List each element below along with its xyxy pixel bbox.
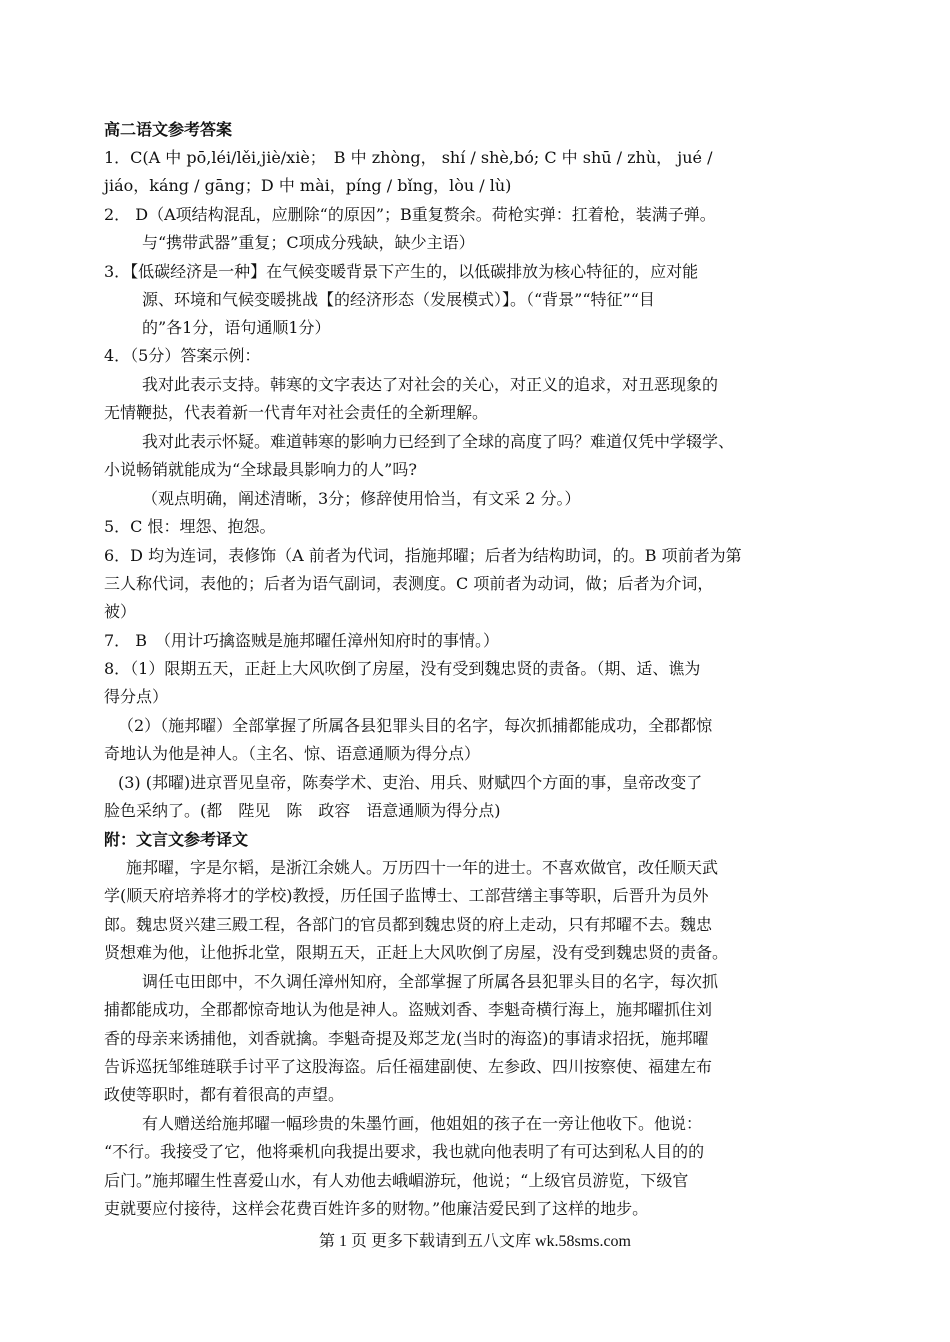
answer-4-support-line-1: 我对此表示支持。韩寒的文字表达了对社会的关心，对正义的追求，对丑恶现象的	[142, 375, 719, 394]
answer-4-doubt-line-2: 小说畅销就能成为“全球最具影响力的人”吗?	[104, 460, 417, 479]
translation-p2-line-3: 香的母亲来诱捕他，刘香就擒。李魁奇提及郑芝龙(当时的海盗)的事请求招抚，施邦曜	[104, 1029, 709, 1048]
doc-title: 高二语文参考答案	[104, 120, 233, 139]
translation-p1-line-1: 施邦曜，字是尔韬，是浙江余姚人。万历四十一年的进士。不喜欢做官，改任顺天武	[126, 858, 719, 877]
answer-3-line-1: 3．【低碳经济是一种】在气候变暖背景下产生的，以低碳排放为核心特征的，应对能	[104, 262, 699, 281]
answer-8-1-line-1: 8．（1）限期五天，正赶上大风吹倒了房屋，没有受到魏忠贤的责备。（期、适、谯为	[104, 659, 701, 678]
answer-8-2-line-2: 奇地认为他是神人。（主名、惊、语意通顺为得分点）	[104, 744, 481, 763]
answer-8-2-line-1: （2）（施邦曜）全部掌握了所属各县犯罪头目的名字，每次抓捕都能成功，全郡都惊	[118, 716, 713, 735]
translation-p3-line-3: 后门。”施邦曜生性喜爱山水，有人劝他去峨嵋游玩，他说；“上级官员游览，下级官	[104, 1171, 689, 1190]
answer-8-3-line-1: (3) (邦曜)进京晋见皇帝，陈奏学术、吏治、用兵、财赋四个方面的事，皇帝改变了	[118, 773, 703, 792]
answer-3-line-3: 的”各1分，语句通顺1分）	[142, 318, 331, 337]
translation-p1-line-3: 郎。魏忠贤兴建三殿工程，各部门的官员都到魏忠贤的府上走动，只有邦曜不去。魏忠	[104, 915, 713, 934]
answer-1-line-1: 1．C(A 中 pō,léi/lěi,jiè/xiè； B 中 zhòng， shí / shè,bó; C 中 shū / zhù， jué /	[104, 148, 713, 167]
answer-2-line-1: 2． D（A项结构混乱，应删除“的原因”；B重复赘余。荷枪实弹：扛着枪，装满子弹。	[104, 205, 716, 224]
translation-p1-line-4: 贤想难为他，让他拆北堂，限期五天，正赶上大风吹倒了房屋，没有受到魏忠贤的责备。	[104, 943, 729, 962]
translation-p1-line-2: 学(顺天府培养将才的学校)教授，历任国子监博士、工部营缮主事等职，后晋升为员外	[104, 886, 709, 905]
answer-4-support-line-2: 无情鞭挞，代表着新一代青年对社会责任的全新理解。	[104, 403, 489, 422]
answer-5: 5．C 恨：埋怨、抱怨。	[104, 517, 276, 536]
appendix-title: 附：文言文参考译文	[104, 830, 249, 849]
page-footer: 第 1 页 更多下载请到五八文库 wk.58sms.com	[318, 1233, 631, 1250]
answer-4-doubt-line-1: 我对此表示怀疑。难道韩寒的影响力已经到了全球的高度了吗？难道仅凭中学辍学、	[142, 432, 735, 451]
translation-p3-line-2: “不行。我接受了它，他将乘机向我提出要求，我也就向他表明了有可达到私人目的的	[104, 1142, 705, 1161]
answer-6-line-2: 三人称代词，表他的；后者为语气副词，表测度。C 项前者为动词，做；后者为介词，	[104, 574, 714, 593]
answer-4-heading: 4．（5分）答案示例：	[104, 346, 261, 365]
answer-7: 7． B （用计巧擒盗贼是施邦曜任漳州知府时的事情。）	[104, 631, 500, 650]
translation-p2-line-5: 政使等职时，都有着很高的声望。	[104, 1085, 345, 1104]
translation-p3-line-4: 吏就要应付接待，这样会花费百姓许多的财物。”他廉洁爱民到了这样的地步。	[104, 1199, 649, 1218]
translation-p2-line-2: 捕都能成功，全郡都惊奇地认为他是神人。盗贼刘香、李魁奇横行海上，施邦曜抓住刘	[104, 1000, 713, 1019]
answer-1-line-2: jiáo，káng / gāng；D 中 mài，píng / bǐng，lòu / lù)	[104, 176, 512, 195]
answer-6-line-3: 被）	[104, 602, 137, 621]
answer-3-line-2: 源、环境和气候变暖挑战【的经济形态（发展模式）】。（“背景”“特征”“目	[142, 290, 655, 309]
answer-4-scoring-note: （观点明确，阐述清晰，3分；修辞使用恰当，有文采 2 分。）	[142, 489, 581, 508]
answer-8-1-line-2: 得分点）	[104, 687, 169, 706]
answer-2-line-2: 与“携带武器”重复；C项成分残缺，缺少主语）	[142, 233, 475, 252]
answer-8-3-line-2: 脸色采纳了。(都 陛见 陈 政容 语意通顺为得分点)	[104, 801, 501, 820]
translation-p3-line-1: 有人赠送给施邦曜一幅珍贵的朱墨竹画，他姐姐的孩子在一旁让他收下。他说：	[142, 1114, 703, 1133]
translation-p2-line-1: 调任屯田郎中，不久调任漳州知府，全部掌握了所属各县犯罪头目的名字，每次抓	[142, 972, 719, 991]
answer-6-line-1: 6．D 均为连词，表修饰（A 前者为代词，指施邦曜；后者为结构助词，的。B 项前者为第	[104, 546, 742, 565]
translation-p2-line-4: 告诉巡抚邹维琏联手讨平了这股海盗。后任福建副使、左参政、四川按察使、福建左布	[104, 1057, 713, 1076]
